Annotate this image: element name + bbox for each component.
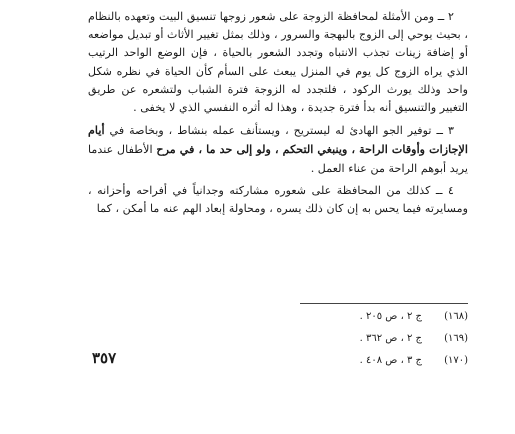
footnote xyxy=(300,306,468,328)
paragraph-4 xyxy=(88,182,468,218)
paragraph-3 xyxy=(88,121,468,178)
footnote-number: (١٧٠) xyxy=(444,355,468,366)
text-line: ومسايرته فيما يحس به إن كان ذلك يسره ، ومحاولة إبعاد الهم عنه ما أمكن ، كما xyxy=(96,202,468,216)
paragraph-2 xyxy=(88,8,468,117)
text-line-emphasis: أيام الإجازات وأوقات الراحة ، وينبغي التحكم ، ولو إلى حد ما ، في مرح xyxy=(88,123,468,157)
footnote-reference: ج ٣ ، ص ٤٠٨ . xyxy=(359,355,422,366)
footnote-number: (١٦٩) xyxy=(444,333,468,344)
page-number: ٣٥٧ xyxy=(92,349,117,367)
text-line: نظره شكل واحد وذلك يورث الركود ، فلتجدد له الزوجة فترة الشباب ولتشعره xyxy=(88,64,468,96)
text-line: بالنظام ، بحيث يوحي إلى الزوج بالبهجة والسرور ، وذلك بمثل تغيير الأثاث أو xyxy=(88,10,469,42)
text-line: الواحد الرتيب الذي يراه الزوج كل يوم في المنزل يبعث على السأم كأن الحياة في xyxy=(88,46,469,78)
text-line: تبديل مواضعه أو إضافة زينات تجذب الانتباه وتجدد الشعور بالحياة ، فإن الوضع xyxy=(88,28,468,60)
footnote-number: (١٦٨) xyxy=(444,311,468,322)
footnote xyxy=(300,328,468,350)
body-text xyxy=(88,8,468,222)
text-line: ٤ ــ كذلك من المحافظة على شعوره مشاركته وجدانياً في أفراحه وأحزانه ، xyxy=(88,183,454,197)
text-line: عن طريق التغيير والتنسيق أنه بدأ فترة جديدة ، وهذا له أثره النفسي الذي xyxy=(88,82,468,115)
footnotes xyxy=(300,306,468,372)
footnote xyxy=(300,350,468,372)
text-line: ٣ ــ توفير الجو الهادئ له ليستريح ، ويستأنف عمله بنشاط ، وبخاصة في xyxy=(109,124,454,138)
footnote-reference: ج ٢ ، ص ٣٦٢ . xyxy=(359,333,422,344)
footnote-reference: ج ٢ ، ص ٢٠٥ . xyxy=(359,311,422,322)
footnote-divider xyxy=(300,303,468,304)
text-line: لا يخفى . xyxy=(133,101,176,115)
text-line: ٢ ــ ومن الأمثلة لمحافظة الزوجة على شعور زوجها تنسيق البيت وتعهده xyxy=(124,10,455,23)
text-line: الأطفال عندما يريد أبوهم الراحة من عناء العمل . xyxy=(88,143,468,175)
